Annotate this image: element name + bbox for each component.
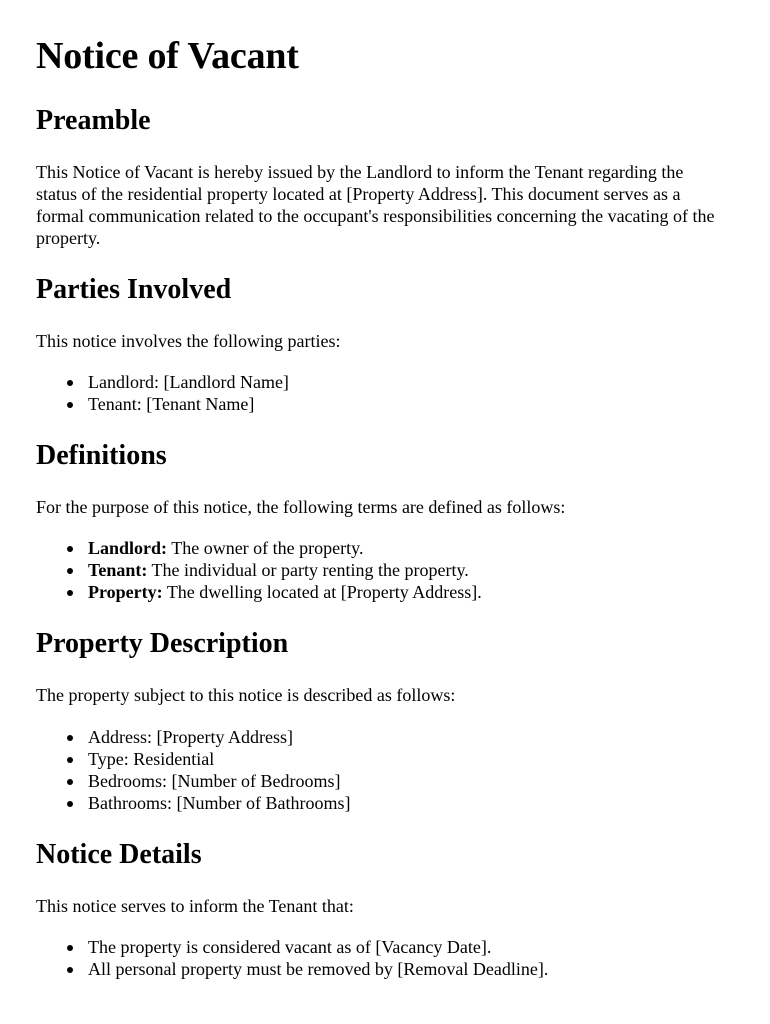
- notice-heading: Notice Details: [36, 839, 202, 870]
- list-item: [88, 559, 482, 581]
- list-item: Tenant: [Tenant Name]: [88, 393, 289, 415]
- bullet-icon: [67, 568, 73, 574]
- bullet-icon: [67, 757, 73, 763]
- document-title: Notice of Vacant: [36, 35, 299, 77]
- bullet-icon: [67, 590, 73, 596]
- list-item: [88, 537, 482, 559]
- list-item: All personal property must be removed by [Removal Deadline].: [88, 958, 548, 980]
- parties-list: [36, 371, 289, 415]
- definition-text: The individual or party renting the property.: [147, 560, 469, 580]
- list-item: Landlord: [Landlord Name]: [88, 371, 289, 393]
- bullet-icon: [67, 380, 73, 386]
- list-item: Type: Residential: [88, 748, 350, 770]
- bullet-icon: [67, 402, 73, 408]
- notice-intro: This notice serves to inform the Tenant that:: [36, 896, 354, 916]
- definition-text: The dwelling located at [Property Address].: [162, 582, 482, 602]
- definition-text: The owner of the property.: [167, 538, 364, 558]
- definition-term: Property:: [88, 582, 163, 602]
- bullet-icon: [67, 967, 73, 973]
- definitions-heading: Definitions: [36, 440, 167, 471]
- definition-term: Tenant:: [88, 560, 148, 580]
- list-item: Address: [Property Address]: [88, 726, 350, 748]
- definitions-list: [36, 537, 482, 603]
- definition-term: Landlord:: [88, 538, 168, 558]
- preamble-text: This Notice of Vacant is hereby issued by the Landlord to inform the Tenant regarding the status of the residential property located at [Property Address]. This document serves as a formal communication related to the occupant's responsibilities concerning the vacating of the property.: [36, 162, 715, 248]
- bullet-icon: [67, 735, 73, 741]
- preamble-heading: Preamble: [36, 105, 151, 136]
- list-item: The property is considered vacant as of [Vacancy Date].: [88, 936, 548, 958]
- definitions-intro: For the purpose of this notice, the following terms are defined as follows:: [36, 497, 566, 517]
- property-intro: The property subject to this notice is described as follows:: [36, 685, 456, 705]
- property-list: [36, 726, 350, 814]
- bullet-icon: [67, 546, 73, 552]
- list-item: Bathrooms: [Number of Bathrooms]: [88, 792, 350, 814]
- parties-heading: Parties Involved: [36, 274, 232, 305]
- bullet-icon: [67, 945, 73, 951]
- parties-intro: This notice involves the following parties:: [36, 331, 341, 351]
- list-item: [88, 581, 482, 603]
- bullet-icon: [67, 801, 73, 807]
- list-item: Bedrooms: [Number of Bedrooms]: [88, 770, 350, 792]
- bullet-icon: [67, 779, 73, 785]
- property-heading: Property Description: [36, 628, 289, 659]
- notice-list: [36, 936, 548, 980]
